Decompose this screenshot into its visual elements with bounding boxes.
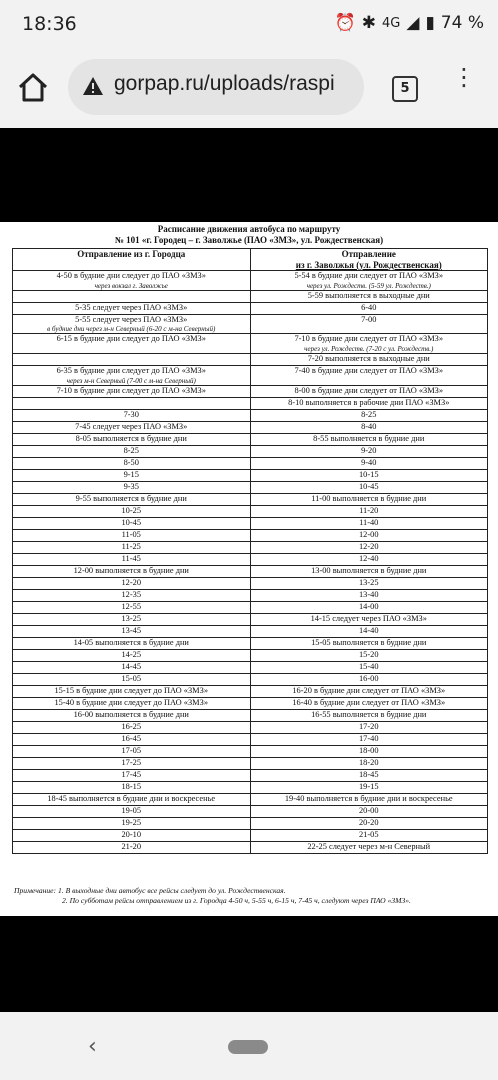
departure-time: 13-00 выполняется в будние дни	[311, 565, 427, 575]
departure-time: 16-20 в будние дни следует от ПАО «ЗМЗ»	[292, 685, 446, 695]
zavolzhye-departure	[250, 829, 488, 841]
departure-time: 14-45	[121, 661, 142, 671]
table-row	[13, 365, 488, 385]
gorodets-departure	[13, 577, 251, 589]
zavolzhye-departure	[250, 314, 488, 334]
gorodets-departure	[13, 469, 251, 481]
departure-time: 17-20	[358, 721, 379, 731]
table-row	[13, 314, 488, 334]
departure-time: 20-10	[121, 829, 142, 839]
departure-time: 14-05 выполняется в будние дни	[73, 637, 189, 647]
departure-time: 18-20	[358, 757, 379, 767]
gorodets-departure	[13, 541, 251, 553]
table-row	[13, 353, 488, 365]
zavolzhye-departure	[250, 302, 488, 314]
departure-time: 12-20	[121, 577, 142, 587]
gorodets-departure	[13, 529, 251, 541]
zavolzhye-departure	[250, 469, 488, 481]
zavolzhye-departure	[250, 601, 488, 613]
table-row	[13, 817, 488, 829]
zavolzhye-departure	[250, 709, 488, 721]
departure-time: 21-05	[358, 829, 379, 839]
table-row	[13, 685, 488, 697]
zavolzhye-departure	[250, 745, 488, 757]
status-icons	[335, 13, 484, 33]
departure-time: 7-10 в будние дни следует от ПАО «ЗМЗ»	[294, 334, 444, 344]
zavolzhye-departure	[250, 565, 488, 577]
departure-time: 5-54 в будние дни следует от ПАО «ЗМЗ»	[294, 271, 444, 281]
table-row	[13, 577, 488, 589]
departure-time: 13-40	[358, 589, 379, 599]
table-row	[13, 529, 488, 541]
departure-time: 16-55 выполняется в будние дни	[311, 709, 427, 719]
departure-time: 11-20	[359, 505, 379, 515]
departure-time: 18-45	[358, 769, 379, 779]
zavolzhye-departure	[250, 433, 488, 445]
gorodets-departure	[13, 481, 251, 493]
table-row	[13, 793, 488, 805]
departure-time: 13-45	[121, 625, 142, 635]
departure-time: 8-50	[123, 457, 139, 467]
zavolzhye-departure	[250, 625, 488, 637]
departure-time: 18-45 выполняется в будние дни и воскресенье	[47, 793, 216, 803]
departure-time: 13-25	[358, 577, 379, 587]
table-row	[13, 697, 488, 709]
departure-time: 11-45	[121, 553, 141, 563]
zavolzhye-departure	[250, 365, 488, 385]
zavolzhye-departure	[250, 445, 488, 457]
departure-note: через ул. Рождеств. (7-20 с ул. Рождеств.)	[304, 344, 434, 353]
gorodets-departure	[13, 314, 251, 334]
table-row	[13, 721, 488, 733]
departure-time: 8-00 в будние дни следует от ПАО «ЗМЗ»	[294, 385, 444, 395]
departure-time: 7-10 в будние дни следует до ПАО «ЗМЗ»	[56, 385, 206, 395]
departure-time: 10-45	[121, 517, 142, 527]
gorodets-departure	[13, 397, 251, 409]
table-row	[13, 841, 488, 853]
home-gesture-pill[interactable]	[228, 1040, 268, 1054]
table-row	[13, 409, 488, 421]
gorodets-departure	[13, 457, 251, 469]
zavolzhye-departure	[250, 673, 488, 685]
zavolzhye-departure	[250, 769, 488, 781]
departure-time: 9-15	[123, 469, 139, 479]
departure-time: 8-25	[123, 445, 139, 455]
departure-time: 11-05	[121, 529, 141, 539]
table-row	[13, 481, 488, 493]
departure-time: 7-40 в будние дни следует от ПАО «ЗМЗ»	[294, 365, 444, 375]
departure-time: 16-25	[121, 721, 142, 731]
departure-time: 10-45	[358, 481, 379, 491]
gorodets-departure	[13, 625, 251, 637]
viewer-bottom-margin	[0, 916, 498, 1012]
gorodets-departure	[13, 613, 251, 625]
gorodets-departure	[13, 661, 251, 673]
departure-note: через м-н Северный (7-00 с м-на Северный)	[66, 376, 196, 385]
table-row	[13, 637, 488, 649]
gorodets-departure	[13, 697, 251, 709]
departure-time: 11-00 выполняется в будние дни	[311, 493, 427, 503]
warning-icon	[82, 76, 104, 96]
table-row	[13, 433, 488, 445]
zavolzhye-departure	[250, 397, 488, 409]
zavolzhye-departure	[250, 553, 488, 565]
title-line-1: Расписание движения автобуса по маршруту	[157, 224, 341, 234]
departure-time: 12-40	[358, 553, 379, 563]
note-2: 2. По субботам рейсы отправлением из г. Городца 4-50 ч, 5-55 ч, 6-15 ч, 7-45 ч, следуют через ПАО «ЗМЗ».	[62, 896, 411, 905]
gorodets-departure	[13, 781, 251, 793]
table-row	[13, 421, 488, 433]
gorodets-departure	[13, 709, 251, 721]
zavolzhye-departure	[250, 541, 488, 553]
departure-time: 6-15 в будние дни следует до ПАО «ЗМЗ»	[56, 334, 206, 344]
departure-time: 12-00	[358, 529, 379, 539]
zavolzhye-departure	[250, 517, 488, 529]
zavolzhye-departure	[250, 577, 488, 589]
signal-icon: ◢	[406, 13, 420, 33]
zavolzhye-departure	[250, 271, 488, 291]
gorodets-departure	[13, 421, 251, 433]
viewer-top-margin	[0, 128, 498, 222]
departure-time: 17-05	[121, 745, 142, 755]
table-row	[13, 601, 488, 613]
departure-time: 16-00 выполняется в будние дни	[73, 709, 189, 719]
gorodets-departure	[13, 385, 251, 397]
departure-time: 15-15 в будние дни следует до ПАО «ЗМЗ»	[54, 685, 209, 695]
table-row	[13, 290, 488, 302]
gorodets-departure	[13, 805, 251, 817]
gorodets-departure	[13, 817, 251, 829]
zavolzhye-departure	[250, 385, 488, 397]
departure-time: 20-20	[358, 817, 379, 827]
zavolzhye-departure	[250, 493, 488, 505]
document-title	[0, 224, 498, 246]
gorodets-departure	[13, 757, 251, 769]
departure-time: 11-40	[359, 517, 379, 527]
gorodets-departure	[13, 565, 251, 577]
header-right-line-2: из г. Заволжья (ул. Рождественская)	[295, 259, 442, 270]
table-row	[13, 493, 488, 505]
bluetooth-icon: ✱	[361, 13, 376, 33]
departure-note: в будние дни через м-н Северный (6-20 с м-на Северный)	[47, 325, 216, 334]
departure-time: 6-40	[361, 302, 377, 312]
status-time: 18:36	[22, 13, 77, 35]
header-left: Отправление из г. Городца	[13, 249, 251, 271]
departure-time: 4-50 в будние дни следует до ПАО «ЗМЗ»	[56, 271, 206, 281]
departure-time: 6-35 в будние дни следует до ПАО «ЗМЗ»	[56, 365, 206, 375]
zavolzhye-departure	[250, 481, 488, 493]
departure-time: 21-20	[121, 841, 142, 851]
table-row	[13, 649, 488, 661]
table-row	[13, 565, 488, 577]
table-row	[13, 302, 488, 314]
gorodets-departure	[13, 353, 251, 365]
header-right	[250, 249, 488, 271]
table-row	[13, 733, 488, 745]
departure-time: 5-35 следует через ПАО «ЗМЗ»	[75, 302, 188, 312]
url-bar[interactable]	[68, 59, 364, 115]
departure-time: 12-00 выполняется в будние дни	[73, 565, 189, 575]
departure-time: 20-00	[358, 805, 379, 815]
zavolzhye-departure	[250, 841, 488, 853]
zavolzhye-departure	[250, 637, 488, 649]
departure-time: 8-10 выполняется в рабочие дни ПАО «ЗМЗ»	[288, 397, 450, 407]
departure-time: 7-45 следует через ПАО «ЗМЗ»	[75, 421, 188, 431]
url-text: gorpap.ru/uploads/raspi	[114, 72, 335, 95]
table-row	[13, 553, 488, 565]
departure-time: 14-25	[121, 649, 142, 659]
browser-toolbar	[0, 50, 498, 128]
system-nav-bar	[0, 1012, 498, 1080]
table-row	[13, 445, 488, 457]
gorodets-departure	[13, 409, 251, 421]
departure-time: 19-15	[358, 781, 379, 791]
departure-time: 10-15	[358, 469, 379, 479]
gorodets-departure	[13, 445, 251, 457]
gorodets-departure	[13, 733, 251, 745]
zavolzhye-departure	[250, 409, 488, 421]
departure-time: 17-25	[121, 757, 142, 767]
departure-time: 18-15	[121, 781, 142, 791]
departure-time: 15-40	[358, 661, 379, 671]
zavolzhye-departure	[250, 529, 488, 541]
gorodets-departure	[13, 271, 251, 291]
departure-time: 19-25	[121, 817, 142, 827]
table-row	[13, 745, 488, 757]
departure-time: 15-05	[121, 673, 142, 683]
network-label: 4G	[382, 15, 401, 31]
table-row	[13, 541, 488, 553]
gorodets-departure	[13, 769, 251, 781]
departure-time: 9-35	[123, 481, 139, 491]
table-row	[13, 613, 488, 625]
schedule-document	[0, 222, 498, 916]
gorodets-departure	[13, 302, 251, 314]
back-icon[interactable]: ‹	[88, 1034, 97, 1059]
departure-time: 8-25	[361, 409, 377, 419]
departure-time: 8-40	[361, 421, 377, 431]
departure-time: 13-25	[121, 613, 142, 623]
departure-time: 19-05	[121, 805, 142, 815]
departure-time: 16-00	[358, 673, 379, 683]
table-row	[13, 709, 488, 721]
departure-time: 5-59 выполняется в выходные дни	[307, 290, 430, 300]
departure-time: 15-05 выполняется в будние дни	[311, 637, 427, 647]
table-row	[13, 769, 488, 781]
battery-percent: 74 %	[440, 13, 484, 33]
gorodets-departure	[13, 589, 251, 601]
table-row	[13, 385, 488, 397]
table-row	[13, 661, 488, 673]
departure-time: 18-00	[358, 745, 379, 755]
zavolzhye-departure	[250, 457, 488, 469]
departure-time: 19-40 выполняется в будние дни и воскресенье	[284, 793, 453, 803]
departure-note: через ул. Рождеств. (5-59 ул. Рождеств.)	[306, 281, 431, 290]
gorodets-departure	[13, 649, 251, 661]
gorodets-departure	[13, 493, 251, 505]
table-row	[13, 625, 488, 637]
departure-time: 11-25	[121, 541, 141, 551]
gorodets-departure	[13, 334, 251, 354]
gorodets-departure	[13, 793, 251, 805]
departure-time: 14-40	[358, 625, 379, 635]
table-row	[13, 505, 488, 517]
zavolzhye-departure	[250, 757, 488, 769]
zavolzhye-departure	[250, 649, 488, 661]
table-row	[13, 829, 488, 841]
departure-note: через вокзал г. Заволжье	[94, 281, 168, 290]
table-row	[13, 673, 488, 685]
gorodets-departure	[13, 365, 251, 385]
schedule-table	[12, 248, 488, 854]
zavolzhye-departure	[250, 685, 488, 697]
gorodets-departure	[13, 721, 251, 733]
departure-time: 16-45	[121, 733, 142, 743]
zavolzhye-departure	[250, 613, 488, 625]
zavolzhye-departure	[250, 805, 488, 817]
gorodets-departure	[13, 829, 251, 841]
tab-switcher-button[interactable]: 5	[392, 76, 418, 102]
zavolzhye-departure	[250, 505, 488, 517]
table-row	[13, 589, 488, 601]
zavolzhye-departure	[250, 589, 488, 601]
table-row	[13, 805, 488, 817]
zavolzhye-departure	[250, 421, 488, 433]
gorodets-departure	[13, 841, 251, 853]
battery-icon: ▮	[425, 13, 435, 33]
table-row	[13, 457, 488, 469]
table-row	[13, 271, 488, 291]
gorodets-departure	[13, 685, 251, 697]
departure-time: 14-00	[358, 601, 379, 611]
zavolzhye-departure	[250, 817, 488, 829]
home-icon[interactable]	[16, 70, 50, 104]
table-row	[13, 781, 488, 793]
departure-time: 9-20	[361, 445, 377, 455]
header-right-line-1: Отправление	[341, 249, 396, 259]
note-1: Примечание: 1. В выходные дни автобус все рейсы следует до ул. Рождественская.	[14, 886, 286, 895]
departure-time: 7-00	[361, 314, 377, 324]
departure-time: 9-55 выполняется в будние дни	[75, 493, 187, 503]
table-row	[13, 397, 488, 409]
zavolzhye-departure	[250, 793, 488, 805]
table-row	[13, 517, 488, 529]
departure-time: 17-40	[358, 733, 379, 743]
departure-time: 14-15 следует через ПАО «ЗМЗ»	[310, 613, 427, 623]
gorodets-departure	[13, 553, 251, 565]
departure-time: 7-20 выполняется в выходные дни	[307, 353, 430, 363]
zavolzhye-departure	[250, 697, 488, 709]
zavolzhye-departure	[250, 781, 488, 793]
gorodets-departure	[13, 745, 251, 757]
departure-time: 12-20	[358, 541, 379, 551]
gorodets-departure	[13, 601, 251, 613]
departure-time: 22-25 следует через м-н Северный	[307, 841, 431, 851]
table-row	[13, 334, 488, 354]
table-row	[13, 757, 488, 769]
departure-time: 12-35	[121, 589, 142, 599]
table-row	[13, 469, 488, 481]
departure-time: 15-20	[358, 649, 379, 659]
departure-time: 8-05 выполняется в будние дни	[75, 433, 187, 443]
gorodets-departure	[13, 517, 251, 529]
status-bar	[0, 0, 498, 50]
gorodets-departure	[13, 673, 251, 685]
departure-time: 9-40	[361, 457, 377, 467]
more-menu-icon[interactable]: ⋮	[452, 63, 476, 91]
departure-time: 12-55	[121, 601, 142, 611]
departure-time: 10-25	[121, 505, 142, 515]
departure-time: 8-55 выполняется в будние дни	[313, 433, 425, 443]
zavolzhye-departure	[250, 334, 488, 354]
gorodets-departure	[13, 505, 251, 517]
departure-time: 7-30	[123, 409, 139, 419]
gorodets-departure	[13, 637, 251, 649]
gorodets-departure	[13, 433, 251, 445]
notes	[14, 886, 492, 906]
zavolzhye-departure	[250, 733, 488, 745]
gorodets-departure	[13, 290, 251, 302]
zavolzhye-departure	[250, 353, 488, 365]
departure-time: 16-40 в будние дни следует от ПАО «ЗМЗ»	[292, 697, 446, 707]
zavolzhye-departure	[250, 661, 488, 673]
departure-time: 5-55 следует через ПАО «ЗМЗ»	[75, 314, 188, 324]
title-line-2: № 101 «г. Городец – г. Заволжье (ПАО «ЗМЗ», ул. Рождественская)	[114, 235, 384, 245]
zavolzhye-departure	[250, 290, 488, 302]
zavolzhye-departure	[250, 721, 488, 733]
alarm-icon: ⏰	[334, 13, 356, 33]
departure-time: 17-45	[121, 769, 142, 779]
departure-time: 15-40 в будние дни следует до ПАО «ЗМЗ»	[54, 697, 209, 707]
